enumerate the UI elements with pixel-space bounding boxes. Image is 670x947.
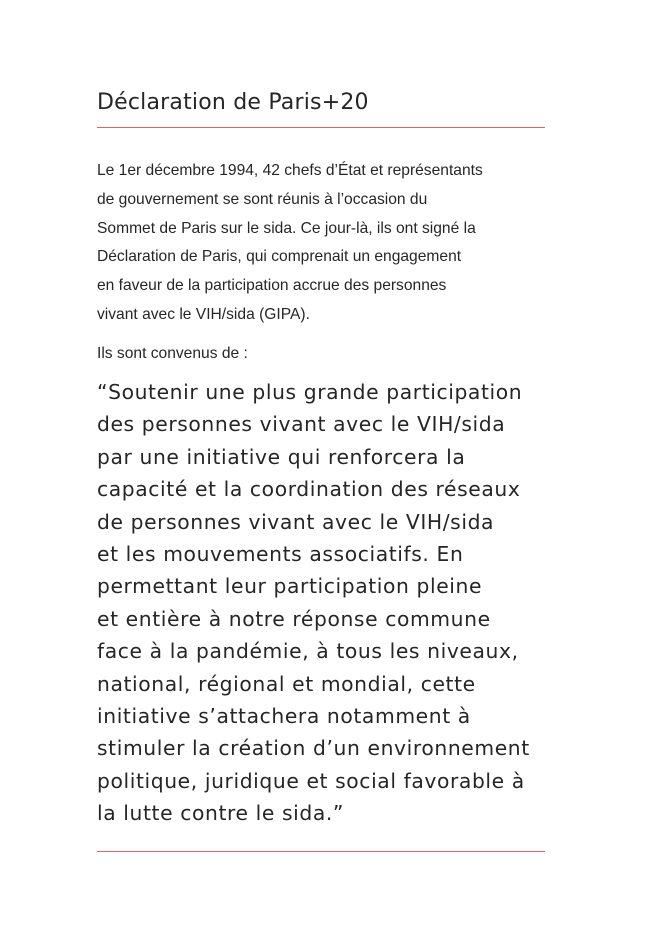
intro-line: Le 1er décembre 1994, 42 chefs d’État et représentants	[97, 162, 483, 179]
lead-in-text: Ils sont convenus de :	[97, 345, 248, 362]
quote-line: et entière à notre réponse commune	[97, 606, 491, 631]
quote-line: initiative s’attachera notamment à	[97, 704, 471, 729]
intro-line: de gouvernement se sont réunis à l’occasion du	[97, 190, 428, 208]
quote-line: “Soutenir une plus grande participation	[97, 380, 523, 404]
intro-paragraph	[97, 157, 557, 330]
quote-line: par une initiative qui renforcera la	[97, 444, 466, 469]
quote-line: capacité et la coordination des réseaux	[97, 477, 521, 502]
quote-line: la lutte contre le sida.”	[97, 801, 345, 826]
quote-line: de personnes vivant avec le VIH/sida	[97, 509, 495, 534]
title-divider	[97, 127, 545, 128]
intro-line: en faveur de la participation accrue des personnes	[97, 277, 447, 295]
quote-divider	[97, 851, 545, 852]
intro-line: vivant avec le VIH/sida (GIPA).	[97, 305, 310, 323]
quote-line: stimuler la création d’un environnement	[97, 736, 530, 761]
page-title: Déclaration de Paris+20	[97, 90, 369, 115]
quote-line: national, régional et mondial, cette	[97, 671, 476, 696]
quote-line: des personnes vivant avec le VIH/sida	[97, 412, 506, 437]
intro-line: Déclaration de Paris, qui comprenait un engagement	[97, 248, 462, 266]
intro-line: Sommet de Paris sur le sida. Ce jour-là, ils ont signé la	[97, 219, 476, 237]
quote-line: politique, juridique et social favorable à	[97, 768, 525, 793]
quote-line: face à la pandémie, à tous les niveaux,	[97, 639, 519, 664]
declaration-quote	[97, 376, 567, 830]
quote-line: permettant leur participation pleine	[97, 574, 483, 599]
quote-line: et les mouvements associatifs. En	[97, 542, 464, 567]
